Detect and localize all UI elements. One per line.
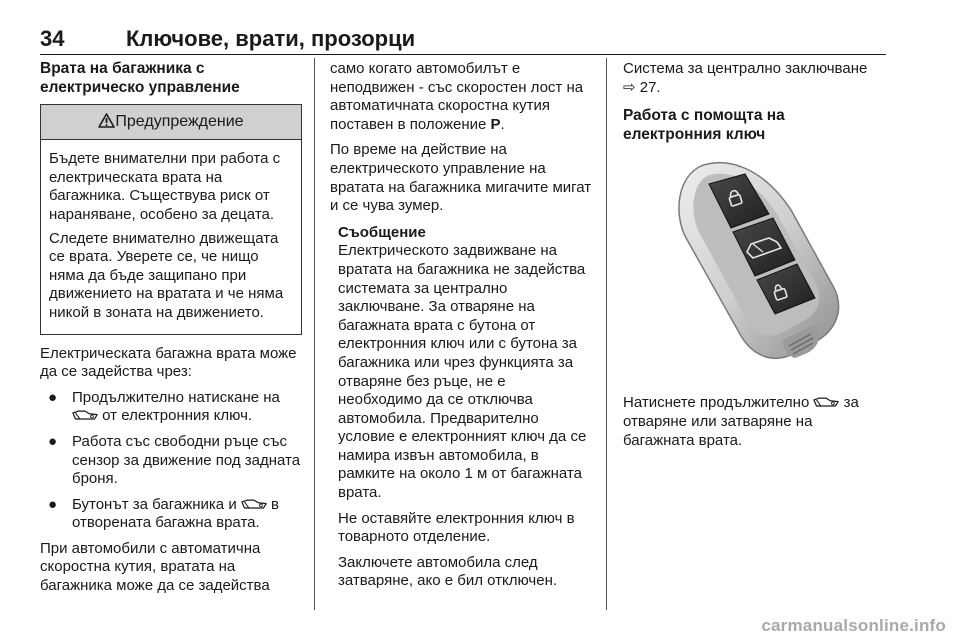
page-header — [40, 22, 886, 55]
note-text: Заключете автомобила след затваряне, ако е бил отключен. — [338, 553, 558, 590]
note-title: Съобщение — [338, 223, 426, 241]
note-text: Не оставяйте електронния ключ в товарното отделение. — [338, 509, 575, 546]
column-1 — [40, 60, 302, 603]
paragraph: Система за централно заключване ⇨ 27. — [623, 60, 868, 96]
column-2 — [330, 60, 592, 598]
section-title: Врата на багажника с електрическо управление — [40, 60, 240, 96]
page-number: 34 — [40, 26, 65, 51]
bullet-icon: ● — [48, 432, 58, 450]
subsection-title: Работа с помощта на електронния ключ — [623, 107, 785, 143]
warning-triangle-icon — [98, 113, 115, 128]
list-item: ● Работа със свободни ръце със сензор за движение под задната броня. — [48, 432, 301, 488]
tailgate-key-icon — [241, 499, 267, 510]
page-reference: 27. — [639, 78, 661, 96]
paragraph: Електрическата багажна врата може да се задейства чрез: — [40, 344, 297, 381]
paragraph: При автомобили с автоматична скоростна кутия, вратата на багажника може да се задейства — [40, 539, 270, 595]
paragraph: Натиснете продължително за отваряне или затваряне на багажната врата. — [623, 394, 859, 449]
gear-position-p: P — [490, 115, 501, 133]
page-reference-arrow-icon: ⇨ — [623, 78, 636, 96]
column-divider — [314, 58, 315, 610]
column-divider — [606, 58, 607, 610]
tailgate-key-icon — [72, 410, 98, 421]
warning-header — [41, 105, 301, 140]
key-fob-image — [623, 158, 887, 378]
tailgate-key-icon — [813, 397, 839, 408]
bullet-list — [40, 389, 302, 533]
warning-box — [40, 104, 302, 334]
paragraph: само когато автомобилът е неподвижен - със скоростен лост на автоматичната скоростна кутия поставен в положение P. — [330, 60, 584, 133]
paragraph: По време на действие на електрическото управление на вратата на багажника мигачите мигат и се чува зумер. — [330, 141, 592, 215]
warning-text: Бъдете внимателни при работа с електрическата врата на багажника. Съществува риск от нараняване, особено за децата. — [49, 150, 281, 223]
chapter-title: Ключове, врати, прозорци — [126, 26, 416, 51]
note-block — [330, 224, 592, 591]
electronic-key-illustration — [623, 158, 887, 378]
warning-title: Предупреждение — [115, 113, 244, 131]
watermark: carmanualsonline.info — [761, 616, 946, 635]
bullet-icon: ● — [48, 495, 58, 513]
list-item: ● Продължително натискане на от електронния ключ. — [48, 388, 280, 425]
list-item: ● Бутонът за багажника и в отворената багажна врата. — [48, 495, 280, 532]
note-text: Електрическото задвижване на вратата на багажника не задейства системата за централно заключване. За отваряне на багажната врата с бутона от електронния ключ или с бутона за багажника или чрез функцията за отваряне без ръце, не е необходимо да се отключва автомобила. Предварително условие е електронният ключ да се намира извън автомобила, в рамките на около 1 м от багажната врата. — [338, 242, 587, 502]
bullet-icon: ● — [48, 388, 58, 406]
warning-text: Следете внимателно движещата се врата. Уверете се, че нищо няма да бъде защипано при движението на вратата и че няма никой в зоната на движението. — [49, 229, 284, 321]
column-3 — [623, 60, 887, 457]
